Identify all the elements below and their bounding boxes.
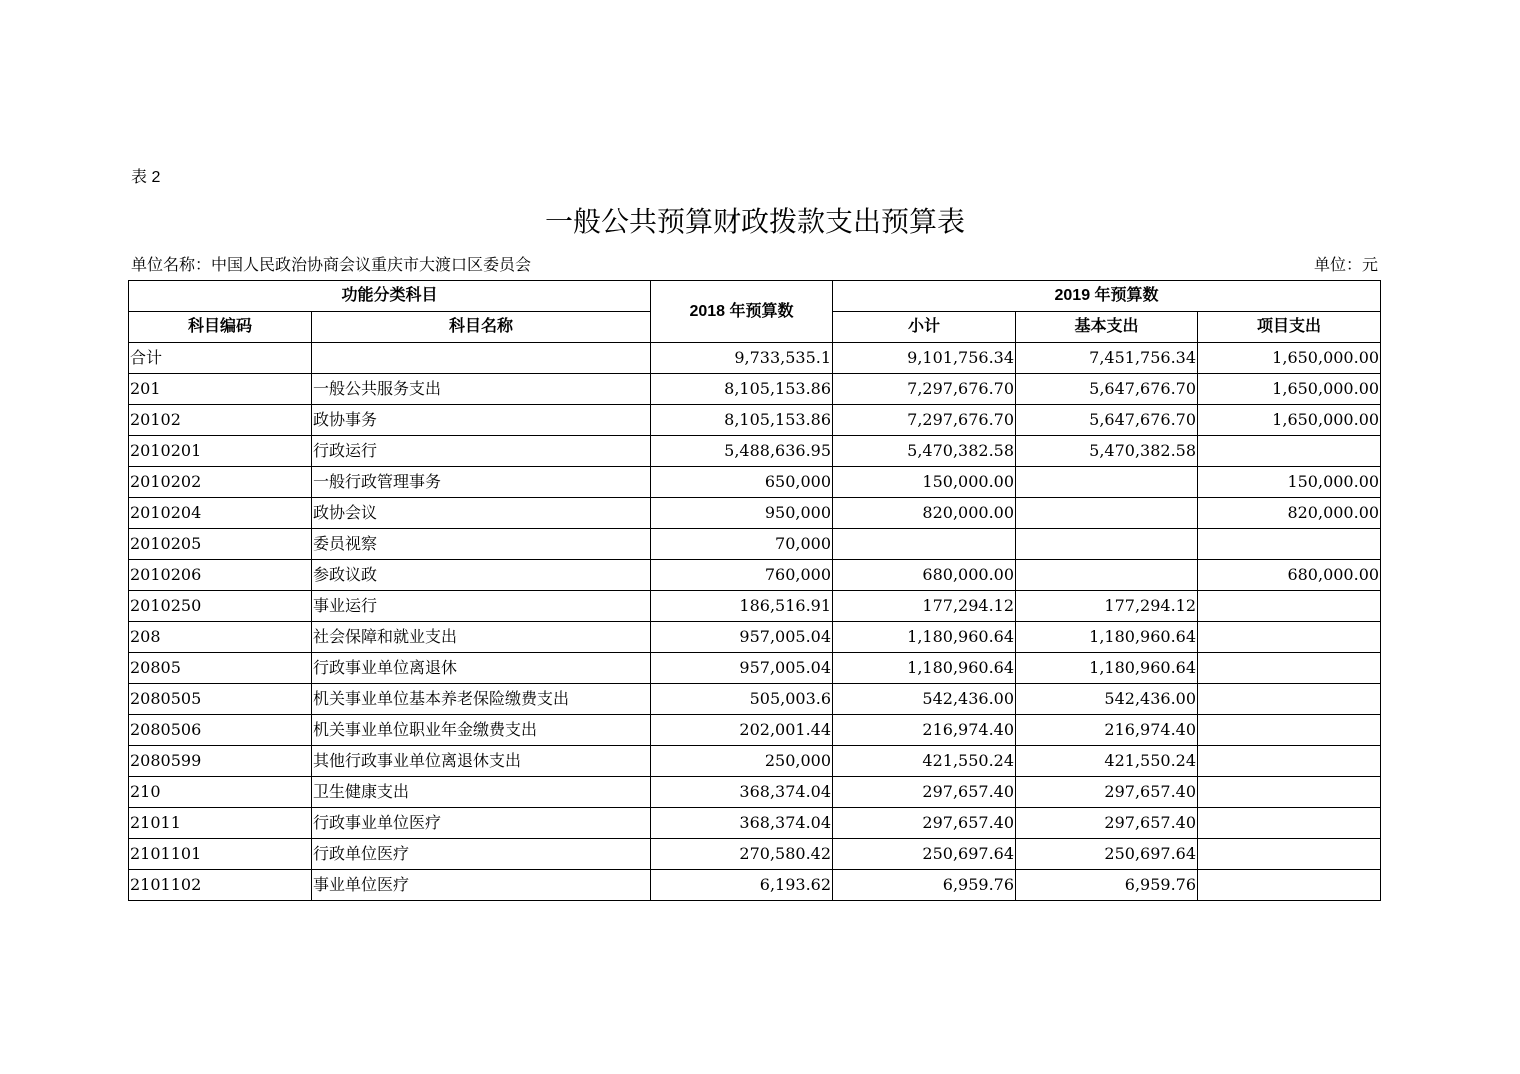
- cell-project-expenditure: [1198, 591, 1381, 622]
- cell-subject-code: 2010250: [129, 591, 312, 622]
- table-row: [129, 715, 1381, 746]
- cell-2018-budget: 250,000: [651, 746, 833, 777]
- cell-2018-budget: 6,193.62: [651, 870, 833, 901]
- table-body: [129, 343, 1381, 901]
- cell-subject-code: 2010204: [129, 498, 312, 529]
- cell-project-expenditure: [1198, 808, 1381, 839]
- cell-2018-budget: 8,105,153.86: [651, 405, 833, 436]
- cell-2018-budget: 5,488,636.95: [651, 436, 833, 467]
- cell-subtotal: 7,297,676.70: [833, 405, 1016, 436]
- cell-subtotal: [833, 529, 1016, 560]
- cell-subject-code: 20102: [129, 405, 312, 436]
- cell-2018-budget: 270,580.42: [651, 839, 833, 870]
- cell-project-expenditure: [1198, 839, 1381, 870]
- cell-subtotal: 820,000.00: [833, 498, 1016, 529]
- cell-basic-expenditure: 6,959.76: [1016, 870, 1198, 901]
- cell-subtotal: 1,180,960.64: [833, 622, 1016, 653]
- header-function-category: 功能分类科目: [129, 281, 651, 312]
- cell-2018-budget: 8,105,153.86: [651, 374, 833, 405]
- cell-subtotal: 421,550.24: [833, 746, 1016, 777]
- cell-basic-expenditure: 5,647,676.70: [1016, 405, 1198, 436]
- cell-project-expenditure: [1198, 684, 1381, 715]
- cell-2018-budget: 505,003.6: [651, 684, 833, 715]
- cell-subject-code: 合计: [129, 343, 312, 374]
- table-row: [129, 808, 1381, 839]
- cell-subject-code: 2010201: [129, 436, 312, 467]
- cell-subject-code: 2101102: [129, 870, 312, 901]
- cell-2018-budget: 368,374.04: [651, 808, 833, 839]
- cell-basic-expenditure: [1016, 529, 1198, 560]
- cell-subject-name: 事业单位医疗: [312, 870, 651, 901]
- cell-basic-expenditure: 1,180,960.64: [1016, 622, 1198, 653]
- cell-project-expenditure: 820,000.00: [1198, 498, 1381, 529]
- table-row: [129, 405, 1381, 436]
- cell-project-expenditure: 1,650,000.00: [1198, 343, 1381, 374]
- cell-subtotal: 9,101,756.34: [833, 343, 1016, 374]
- table-row: [129, 591, 1381, 622]
- cell-subtotal: 297,657.40: [833, 808, 1016, 839]
- cell-subject-code: 2080505: [129, 684, 312, 715]
- cell-subject-code: 2010205: [129, 529, 312, 560]
- cell-subject-code: 210: [129, 777, 312, 808]
- cell-basic-expenditure: [1016, 498, 1198, 529]
- cell-project-expenditure: [1198, 746, 1381, 777]
- cell-subtotal: 7,297,676.70: [833, 374, 1016, 405]
- table-row: [129, 436, 1381, 467]
- table-header: [129, 281, 1381, 343]
- cell-basic-expenditure: 5,647,676.70: [1016, 374, 1198, 405]
- cell-subtotal: 150,000.00: [833, 467, 1016, 498]
- cell-basic-expenditure: [1016, 560, 1198, 591]
- cell-subtotal: 542,436.00: [833, 684, 1016, 715]
- unit-label: 单位：元: [1313, 255, 1378, 274]
- cell-project-expenditure: [1198, 777, 1381, 808]
- cell-2018-budget: 9,733,535.1: [651, 343, 833, 374]
- cell-project-expenditure: 1,650,000.00: [1198, 374, 1381, 405]
- cell-subtotal: 216,974.40: [833, 715, 1016, 746]
- cell-2018-budget: 950,000: [651, 498, 833, 529]
- table-row: [129, 870, 1381, 901]
- cell-subject-name: 行政事业单位离退休: [312, 653, 651, 684]
- cell-subject-code: 2010202: [129, 467, 312, 498]
- cell-subtotal: 297,657.40: [833, 777, 1016, 808]
- cell-subtotal: 1,180,960.64: [833, 653, 1016, 684]
- cell-project-expenditure: [1198, 529, 1381, 560]
- header-project-expenditure: 项目支出: [1198, 312, 1381, 343]
- budget-table: [128, 280, 1381, 901]
- header-subject-name: 科目名称: [312, 312, 651, 343]
- header-basic-expenditure: 基本支出: [1016, 312, 1198, 343]
- table-row: [129, 684, 1381, 715]
- cell-subject-name: 机关事业单位基本养老保险缴费支出: [312, 684, 651, 715]
- table-row: [129, 653, 1381, 684]
- unit-name: 单位名称：中国人民政治协商会议重庆市大渡口区委员会: [131, 255, 532, 274]
- cell-subject-name: 卫生健康支出: [312, 777, 651, 808]
- cell-basic-expenditure: 177,294.12: [1016, 591, 1198, 622]
- table-row: [129, 467, 1381, 498]
- cell-subject-code: 21011: [129, 808, 312, 839]
- table-row: [129, 560, 1381, 591]
- table-row: [129, 777, 1381, 808]
- table-row: [129, 746, 1381, 777]
- cell-project-expenditure: [1198, 715, 1381, 746]
- header-row-group: [129, 281, 1381, 312]
- cell-subject-name: [312, 343, 651, 374]
- cell-subject-code: 201: [129, 374, 312, 405]
- cell-2018-budget: 650,000: [651, 467, 833, 498]
- cell-basic-expenditure: 421,550.24: [1016, 746, 1198, 777]
- header-2019-budget: 2019 年预算数: [833, 281, 1381, 312]
- cell-subject-code: 208: [129, 622, 312, 653]
- cell-subject-code: 2080506: [129, 715, 312, 746]
- cell-subtotal: 6,959.76: [833, 870, 1016, 901]
- cell-project-expenditure: [1198, 436, 1381, 467]
- cell-subject-name: 一般行政管理事务: [312, 467, 651, 498]
- cell-project-expenditure: [1198, 622, 1381, 653]
- cell-subject-name: 其他行政事业单位离退休支出: [312, 746, 651, 777]
- cell-basic-expenditure: 7,451,756.34: [1016, 343, 1198, 374]
- cell-subject-name: 参政议政: [312, 560, 651, 591]
- cell-subtotal: 250,697.64: [833, 839, 1016, 870]
- cell-basic-expenditure: 250,697.64: [1016, 839, 1198, 870]
- cell-subject-name: 委员视察: [312, 529, 651, 560]
- cell-subject-code: 2101101: [129, 839, 312, 870]
- table-row: [129, 839, 1381, 870]
- cell-basic-expenditure: 5,470,382.58: [1016, 436, 1198, 467]
- header-subtotal: 小计: [833, 312, 1016, 343]
- cell-subject-name: 社会保障和就业支出: [312, 622, 651, 653]
- table-number: 表 2: [131, 169, 161, 186]
- cell-2018-budget: 202,001.44: [651, 715, 833, 746]
- cell-subject-name: 政协会议: [312, 498, 651, 529]
- cell-project-expenditure: 150,000.00: [1198, 467, 1381, 498]
- cell-subject-name: 政协事务: [312, 405, 651, 436]
- cell-basic-expenditure: 216,974.40: [1016, 715, 1198, 746]
- table-row: [129, 622, 1381, 653]
- cell-basic-expenditure: 542,436.00: [1016, 684, 1198, 715]
- cell-subject-name: 行政运行: [312, 436, 651, 467]
- cell-2018-budget: 70,000: [651, 529, 833, 560]
- cell-subject-name: 机关事业单位职业年金缴费支出: [312, 715, 651, 746]
- header-2018-budget: 2018 年预算数: [651, 281, 833, 343]
- cell-subject-name: 行政单位医疗: [312, 839, 651, 870]
- cell-project-expenditure: [1198, 653, 1381, 684]
- cell-subtotal: 5,470,382.58: [833, 436, 1016, 467]
- cell-subject-code: 2010206: [129, 560, 312, 591]
- table-row: [129, 343, 1381, 374]
- table-row: [129, 529, 1381, 560]
- table-row: [129, 498, 1381, 529]
- cell-subject-code: 20805: [129, 653, 312, 684]
- cell-basic-expenditure: 297,657.40: [1016, 808, 1198, 839]
- cell-subtotal: 177,294.12: [833, 591, 1016, 622]
- cell-project-expenditure: [1198, 870, 1381, 901]
- cell-subject-name: 行政事业单位医疗: [312, 808, 651, 839]
- table-row: [129, 374, 1381, 405]
- cell-2018-budget: 957,005.04: [651, 622, 833, 653]
- cell-2018-budget: 368,374.04: [651, 777, 833, 808]
- document-title: 一般公共预算财政拨款支出预算表: [544, 205, 965, 238]
- cell-project-expenditure: 680,000.00: [1198, 560, 1381, 591]
- cell-2018-budget: 760,000: [651, 560, 833, 591]
- cell-basic-expenditure: [1016, 467, 1198, 498]
- cell-basic-expenditure: 297,657.40: [1016, 777, 1198, 808]
- cell-basic-expenditure: 1,180,960.64: [1016, 653, 1198, 684]
- cell-2018-budget: 957,005.04: [651, 653, 833, 684]
- cell-subject-name: 一般公共服务支出: [312, 374, 651, 405]
- cell-subtotal: 680,000.00: [833, 560, 1016, 591]
- cell-2018-budget: 186,516.91: [651, 591, 833, 622]
- cell-subject-code: 2080599: [129, 746, 312, 777]
- cell-subject-name: 事业运行: [312, 591, 651, 622]
- cell-project-expenditure: 1,650,000.00: [1198, 405, 1381, 436]
- header-subject-code: 科目编码: [129, 312, 312, 343]
